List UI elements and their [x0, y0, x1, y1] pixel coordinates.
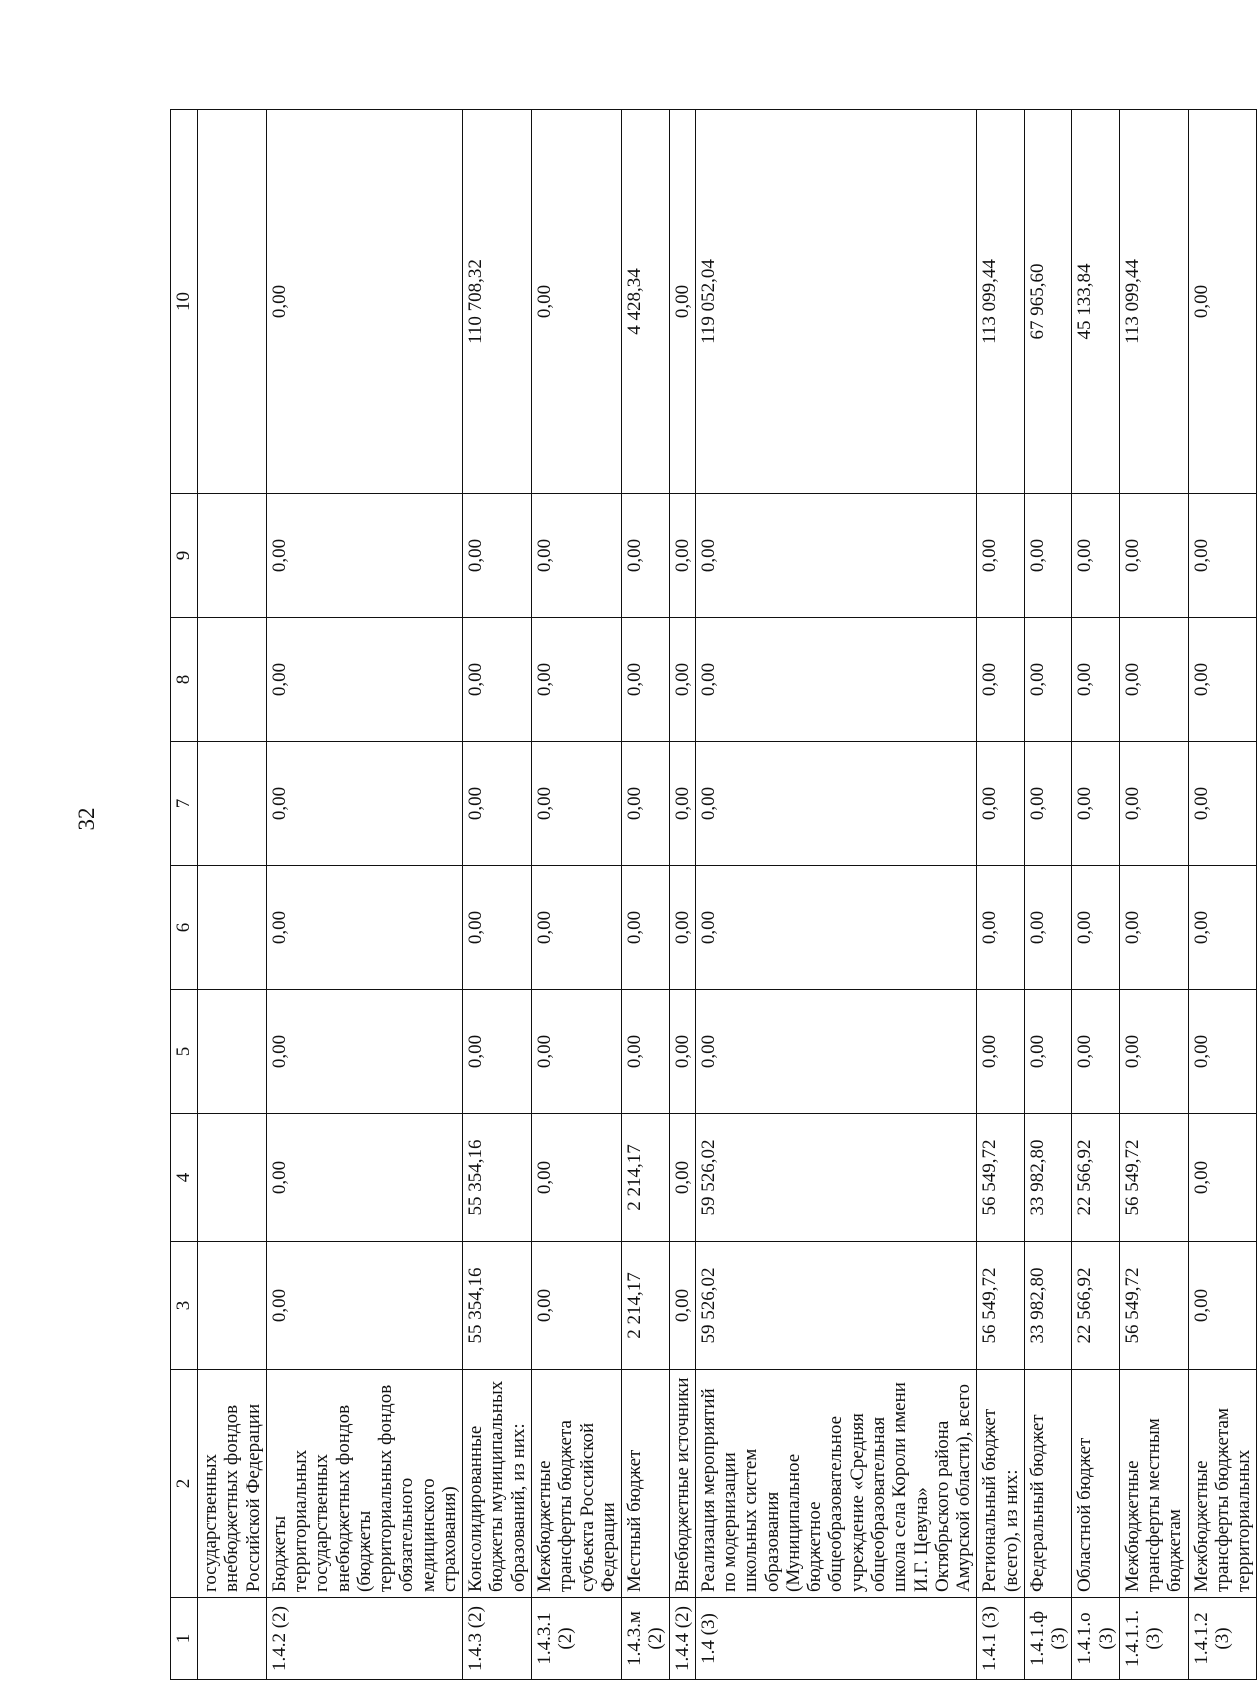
cell-col10: 67 965,60	[1024, 110, 1072, 494]
row-code	[198, 1598, 267, 1680]
row-name: Межбюджетные трансферты бюджетам территориальных	[1188, 1370, 1257, 1598]
cell-col10: 110 708,32	[463, 110, 532, 494]
cell-col9: 0,00	[463, 494, 532, 618]
cell-col8: 0,00	[977, 618, 1025, 742]
cell-col7: 0,00	[695, 742, 976, 866]
column-header: 3	[171, 1242, 198, 1370]
cell-col9: 0,00	[1188, 494, 1257, 618]
table-row	[198, 110, 267, 1680]
cell-col10: 0,00	[531, 110, 621, 494]
row-code: 1.4 (3)	[695, 1598, 976, 1680]
row-code: 1.4.4 (2)	[669, 1598, 695, 1680]
cell-col6: 0,00	[977, 866, 1025, 990]
cell-col9: 0,00	[1119, 494, 1188, 618]
cell-col6: 0,00	[531, 866, 621, 990]
cell-col8: 0,00	[669, 618, 695, 742]
table-row	[1188, 110, 1257, 1680]
cell-col4: 0,00	[669, 1114, 695, 1242]
cell-col4: 56 549,72	[1119, 1114, 1188, 1242]
row-code: 1.4.1.о (3)	[1072, 1598, 1120, 1680]
cell-col7: 0,00	[1024, 742, 1072, 866]
cell-col6: 0,00	[695, 866, 976, 990]
column-header: 2	[171, 1370, 198, 1598]
rotated-table-container	[170, 110, 1255, 1680]
row-name: Областной бюджет	[1072, 1370, 1120, 1598]
cell-col3: 56 549,72	[977, 1242, 1025, 1370]
table-row	[266, 110, 462, 1680]
cell-col3: 59 526,02	[695, 1242, 976, 1370]
table-row	[695, 110, 976, 1680]
table-row	[463, 110, 532, 1680]
cell-col5: 0,00	[622, 990, 670, 1114]
cell-col8: 0,00	[622, 618, 670, 742]
cell-col5: 0,00	[1119, 990, 1188, 1114]
cell-col9: 0,00	[977, 494, 1025, 618]
table-row	[1024, 110, 1072, 1680]
cell-col8: 0,00	[531, 618, 621, 742]
cell-col10: 0,00	[1188, 110, 1257, 494]
page-number: 32	[74, 807, 99, 831]
row-name: Реализация мероприятий по модернизации школьных систем образования (Муниципальное бюджетное общеобразовательное учреждение «Средняя общеобразовательная школа села Короли имени И.Г. Цевуна» Октябрьского района Амурской области), всего	[695, 1370, 976, 1598]
row-name: Внебюджетные источники	[669, 1370, 695, 1598]
cell-col4: 2 214,17	[622, 1114, 670, 1242]
cell-col3: 22 566,92	[1072, 1242, 1120, 1370]
row-code: 1.4.1.ф (3)	[1024, 1598, 1072, 1680]
cell-col8: 0,00	[1119, 618, 1188, 742]
cell-col4: 59 526,02	[695, 1114, 976, 1242]
cell-col7: 0,00	[463, 742, 532, 866]
table-row	[669, 110, 695, 1680]
cell-col5	[198, 990, 267, 1114]
cell-col3: 33 982,80	[1024, 1242, 1072, 1370]
cell-col7	[198, 742, 267, 866]
table-row	[977, 110, 1025, 1680]
cell-col10: 4 428,34	[622, 110, 670, 494]
cell-col5: 0,00	[1188, 990, 1257, 1114]
row-code: 1.4.3 (2)	[463, 1598, 532, 1680]
table-row	[1072, 110, 1120, 1680]
row-name: Межбюджетные трансферты местным бюджетам	[1119, 1370, 1188, 1598]
budget-table	[170, 109, 1257, 1680]
cell-col10: 0,00	[669, 110, 695, 494]
column-header: 4	[171, 1114, 198, 1242]
row-name: Местный бюджет	[622, 1370, 670, 1598]
table-row	[531, 110, 621, 1680]
cell-col7: 0,00	[1119, 742, 1188, 866]
cell-col7: 0,00	[531, 742, 621, 866]
header-row	[171, 110, 198, 1680]
cell-col5: 0,00	[531, 990, 621, 1114]
row-name: государственных внебюджетных фондов Российской Федерации	[198, 1370, 267, 1598]
cell-col7: 0,00	[669, 742, 695, 866]
cell-col9: 0,00	[1024, 494, 1072, 618]
cell-col3: 0,00	[531, 1242, 621, 1370]
row-name: Межбюджетные трансферты бюджета субъекта Российской Федерации	[531, 1370, 621, 1598]
cell-col5: 0,00	[266, 990, 462, 1114]
column-header: 9	[171, 494, 198, 618]
column-header: 7	[171, 742, 198, 866]
column-header: 8	[171, 618, 198, 742]
cell-col6: 0,00	[266, 866, 462, 990]
cell-col4: 55 354,16	[463, 1114, 532, 1242]
cell-col5: 0,00	[463, 990, 532, 1114]
cell-col3	[198, 1242, 267, 1370]
column-header: 1	[171, 1598, 198, 1680]
cell-col5: 0,00	[1024, 990, 1072, 1114]
cell-col7: 0,00	[977, 742, 1025, 866]
cell-col9	[198, 494, 267, 618]
row-name: Региональный бюджет (всего), из них:	[977, 1370, 1025, 1598]
row-name: Федеральный бюджет	[1024, 1370, 1072, 1598]
cell-col9: 0,00	[695, 494, 976, 618]
column-header: 5	[171, 990, 198, 1114]
cell-col10: 0,00	[266, 110, 462, 494]
cell-col4: 33 982,80	[1024, 1114, 1072, 1242]
cell-col8: 0,00	[266, 618, 462, 742]
cell-col9: 0,00	[266, 494, 462, 618]
cell-col9: 0,00	[531, 494, 621, 618]
cell-col4: 0,00	[1188, 1114, 1257, 1242]
cell-col7: 0,00	[266, 742, 462, 866]
cell-col8: 0,00	[463, 618, 532, 742]
cell-col7: 0,00	[622, 742, 670, 866]
row-code: 1.4.1.1.(3)	[1119, 1598, 1188, 1680]
row-code: 1.4.1 (3)	[977, 1598, 1025, 1680]
cell-col4	[198, 1114, 267, 1242]
row-name: Бюджеты территориальных государственных внебюджетных фондов (бюджеты территориальных фондов обязательного медицинского страхования)	[266, 1370, 462, 1598]
cell-col9: 0,00	[1072, 494, 1120, 618]
cell-col3: 0,00	[1188, 1242, 1257, 1370]
cell-col8: 0,00	[1024, 618, 1072, 742]
row-code: 1.4.1.2 (3)	[1188, 1598, 1257, 1680]
cell-col8	[198, 618, 267, 742]
cell-col8: 0,00	[695, 618, 976, 742]
row-name: Консолидированные бюджеты муниципальных образований, из них:	[463, 1370, 532, 1598]
cell-col5: 0,00	[977, 990, 1025, 1114]
cell-col3: 2 214,17	[622, 1242, 670, 1370]
cell-col3: 55 354,16	[463, 1242, 532, 1370]
cell-col10: 45 133,84	[1072, 110, 1120, 494]
cell-col6: 0,00	[669, 866, 695, 990]
cell-col4: 56 549,72	[977, 1114, 1025, 1242]
table-row	[1119, 110, 1188, 1680]
cell-col9: 0,00	[622, 494, 670, 618]
row-code: 1.4.3.м (2)	[622, 1598, 670, 1680]
cell-col4: 0,00	[531, 1114, 621, 1242]
cell-col4: 22 566,92	[1072, 1114, 1120, 1242]
cell-col8: 0,00	[1072, 618, 1120, 742]
cell-col5: 0,00	[695, 990, 976, 1114]
row-code: 1.4.3.1 (2)	[531, 1598, 621, 1680]
cell-col4: 0,00	[266, 1114, 462, 1242]
cell-col10: 113 099,44	[1119, 110, 1188, 494]
cell-col5: 0,00	[1072, 990, 1120, 1114]
cell-col8: 0,00	[1188, 618, 1257, 742]
cell-col6: 0,00	[1024, 866, 1072, 990]
cell-col6: 0,00	[1119, 866, 1188, 990]
cell-col10: 113 099,44	[977, 110, 1025, 494]
table-row	[622, 110, 670, 1680]
cell-col7: 0,00	[1188, 742, 1257, 866]
cell-col9: 0,00	[669, 494, 695, 618]
cell-col7: 0,00	[1072, 742, 1120, 866]
cell-col6: 0,00	[622, 866, 670, 990]
cell-col6: 0,00	[1188, 866, 1257, 990]
cell-col6: 0,00	[463, 866, 532, 990]
cell-col3: 0,00	[266, 1242, 462, 1370]
column-header: 6	[171, 866, 198, 990]
cell-col6	[198, 866, 267, 990]
cell-col5: 0,00	[669, 990, 695, 1114]
row-code: 1.4.2 (2)	[266, 1598, 462, 1680]
cell-col10: 119 052,04	[695, 110, 976, 494]
cell-col3: 56 549,72	[1119, 1242, 1188, 1370]
cell-col3: 0,00	[669, 1242, 695, 1370]
column-header: 10	[171, 110, 198, 494]
cell-col10	[198, 110, 267, 494]
cell-col6: 0,00	[1072, 866, 1120, 990]
